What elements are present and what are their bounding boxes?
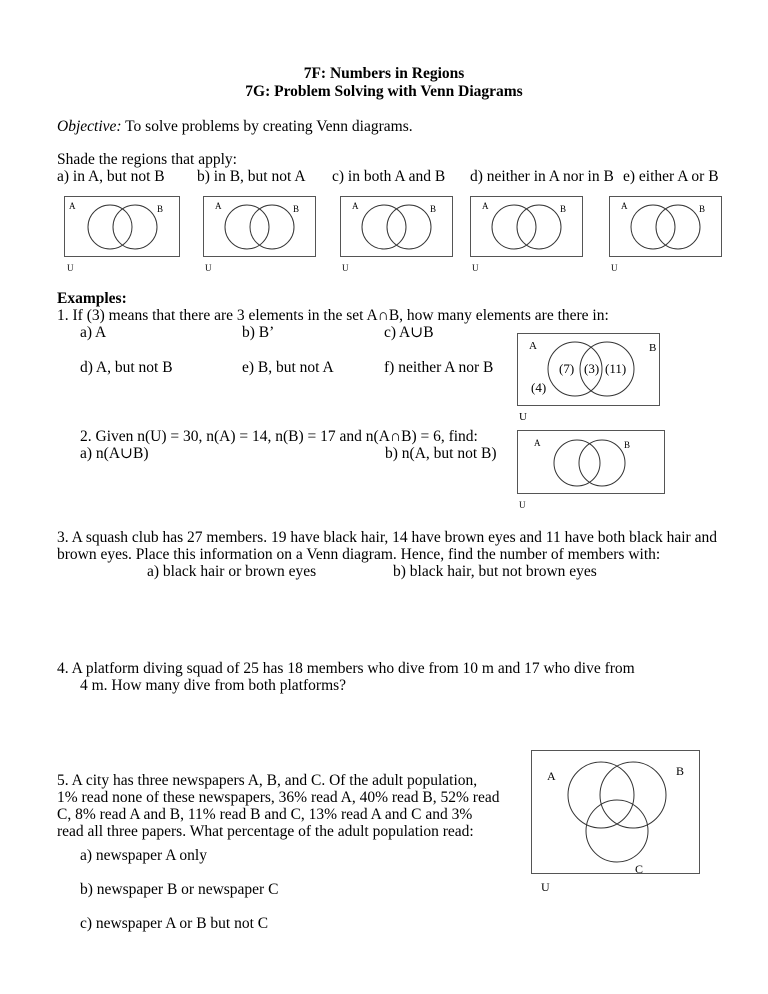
title-line-2: 7G: Problem Solving with Venn Diagrams (245, 83, 523, 100)
set-b-label: B (293, 204, 300, 214)
set-b-label: B (624, 440, 631, 450)
examples-heading: Examples: (57, 290, 127, 307)
q5-line-3: C, 8% read A and B, 11% read B and C, 13% read A and C and 3% (57, 806, 473, 823)
q5-part-b: b) newspaper B or newspaper C (80, 881, 279, 898)
q1-part-c: c) A∪B (384, 324, 434, 341)
universal-label: U (541, 880, 550, 894)
venn-diagram-a (64, 196, 182, 276)
q3-part-b: b) black hair, but not brown eyes (393, 563, 597, 580)
set-a-label: A (529, 340, 537, 352)
set-b-circle (579, 440, 625, 486)
set-a-label: A (621, 201, 628, 211)
set-a-circle (492, 205, 536, 249)
set-b-label: B (649, 342, 657, 354)
q1-part-f: f) neither A nor B (384, 359, 494, 376)
set-c-circle (586, 800, 648, 862)
q1-part-b: b) B’ (242, 324, 275, 341)
region-b-only-value: (11) (605, 361, 627, 376)
q1-part-d: d) A, but not B (80, 359, 173, 376)
venn-diagram-e (609, 196, 724, 276)
universal-label: U (611, 263, 618, 273)
q4-line-1: 4. A platform diving squad of 25 has 18 members who dive from 10 m and 17 who dive from (57, 660, 635, 677)
q3-line-2: brown eyes. Place this information on a Venn diagram. Hence, find the number of members with: (57, 546, 661, 563)
set-a-circle (225, 205, 269, 249)
q5-line-2: 1% read none of these newspapers, 36% read A, 40% read B, 52% read (57, 789, 500, 806)
set-b-label: B (430, 204, 437, 214)
set-b-circle (250, 205, 294, 249)
region-a-only-value: (7) (559, 361, 575, 376)
set-b-circle (387, 205, 431, 249)
q1-part-a: a) A (80, 324, 107, 341)
set-a-circle (631, 205, 675, 249)
q2-venn-diagram (517, 430, 667, 512)
q2-part-a: a) n(A∪B) (80, 445, 149, 462)
set-b-circle (656, 205, 700, 249)
set-a-label: A (69, 201, 76, 211)
universal-label: U (67, 263, 74, 273)
region-intersection-value: (3) (584, 361, 600, 376)
shade-option-b: b) in B, but not A (197, 168, 306, 185)
set-b-label: B (560, 204, 567, 214)
q1-venn-diagram (517, 333, 663, 423)
shade-prompt: Shade the regions that apply: (57, 151, 237, 168)
shade-option-a: a) in A, but not B (57, 168, 165, 185)
set-a-label: A (352, 201, 359, 211)
venn-diagram-c (340, 196, 455, 276)
q5-line-1: 5. A city has three newspapers A, B, and C. Of the adult population, (57, 772, 478, 789)
objective-text: To solve problems by creating Venn diagrams. (125, 118, 413, 135)
venn-diagram-b (203, 196, 318, 276)
q5-line-4: read all three papers. What percentage of the adult population read: (57, 823, 474, 840)
q1-part-e: e) B, but not A (242, 359, 334, 376)
shade-option-d: d) neither in A nor in B (470, 168, 614, 185)
shade-option-e: e) either A or B (623, 168, 719, 185)
universal-label: U (519, 411, 527, 423)
objective (57, 118, 413, 136)
set-a-label: A (534, 438, 541, 448)
set-b-circle (113, 205, 157, 249)
q4-line-2: 4 m. How many dive from both platforms? (80, 677, 347, 694)
title-line-1: 7F: Numbers in Regions (303, 65, 465, 82)
universal-label: U (472, 263, 479, 273)
universal-label: U (205, 263, 212, 273)
set-a-label: A (482, 201, 489, 211)
universal-label: U (342, 263, 349, 273)
set-b-circle (600, 762, 666, 828)
set-b-label: B (699, 204, 706, 214)
venn-diagram-d (470, 196, 585, 276)
set-a-label: A (547, 769, 556, 783)
q3-line-1: 3. A squash club has 27 members. 19 have black hair, 14 have brown eyes and 11 have both black hair and (57, 529, 717, 546)
set-a-circle (88, 205, 132, 249)
set-a-circle (554, 440, 600, 486)
set-b-label: B (676, 764, 685, 778)
universal-label: U (519, 500, 526, 510)
set-b-label: B (157, 204, 164, 214)
set-a-circle (568, 762, 634, 828)
set-a-circle (362, 205, 406, 249)
set-a-label: A (215, 201, 222, 211)
set-c-label: C (635, 862, 644, 876)
q5-venn-diagram (531, 750, 703, 896)
q2-part-b: b) n(A, but not B) (385, 445, 497, 462)
universal-set-box (532, 751, 700, 874)
q3-part-a: a) black hair or brown eyes (147, 563, 317, 580)
region-outside-value: (4) (531, 380, 547, 395)
q5-part-a: a) newspaper A only (80, 847, 207, 864)
q1-stem: 1. If (3) means that there are 3 elements in the set A∩B, how many elements are there in: (57, 307, 609, 324)
shade-option-c: c) in both A and B (332, 168, 446, 185)
set-b-circle (517, 205, 561, 249)
q5-part-c: c) newspaper A or B but not C (80, 915, 269, 932)
q2-stem: 2. Given n(U) = 30, n(A) = 14, n(B) = 17 and n(A∩B) = 6, find: (80, 428, 478, 445)
objective-label: Objective: (57, 118, 122, 135)
